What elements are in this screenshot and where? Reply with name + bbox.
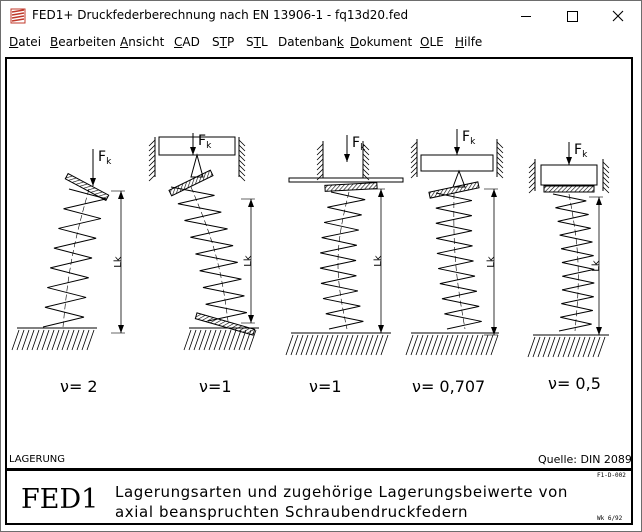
case5-top-block — [541, 165, 597, 185]
menu-ansicht[interactable]: Ansicht — [120, 35, 165, 49]
case3-ground-hatch — [286, 335, 388, 355]
case3-top-plate — [325, 183, 377, 192]
nu-value-case-4: ν= 0,707 — [412, 377, 486, 396]
case5-spring — [553, 194, 594, 331]
case1-force-arrow — [90, 178, 96, 186]
case3-dim-arrow-top — [378, 189, 384, 197]
case5-top-plate — [544, 186, 594, 192]
case4-top-block — [421, 155, 493, 171]
case1-dim-label: Lk — [113, 256, 124, 268]
caption-line-2: axial beanspruchten Schraubendruckfedern — [115, 503, 469, 521]
menu-bearbeiten[interactable]: Bearbeiten — [50, 35, 116, 49]
case4-force-label: $F_k$ — [462, 129, 476, 147]
case2-dim-arrow-bottom — [248, 315, 254, 323]
case1-spring — [43, 189, 106, 327]
menu-bar — [1, 32, 641, 52]
drawing-frame — [5, 57, 633, 525]
case3-force-subscript: k — [360, 143, 366, 153]
case5-ground-hatch — [528, 337, 605, 357]
menu-datei[interactable]: Datei — [9, 35, 42, 49]
case1-ground-hatch — [12, 330, 94, 350]
spring-support-diagram — [7, 59, 631, 468]
menu-datenbank[interactable]: Datenbank — [278, 35, 344, 49]
case1-dim-arrow-bottom — [118, 325, 124, 333]
sheet-date: Wk 6/92 — [597, 515, 623, 522]
case3-spring-axis — [338, 192, 349, 329]
section-label: LAGERUNG — [9, 454, 66, 465]
nu-value-case-5: ν= 0,5 — [548, 374, 601, 393]
case5-force-subscript: k — [582, 150, 588, 160]
case1-dim-arrow-top — [118, 191, 124, 199]
case2-ground-hatch — [184, 330, 256, 350]
menu-cad[interactable]: CAD — [174, 35, 200, 49]
case3-guide-plate — [289, 178, 403, 182]
case2-top-hinge — [191, 155, 203, 177]
menu-ole[interactable]: OLE — [420, 35, 444, 49]
case3-dim-label: Lk — [373, 255, 384, 267]
menu-hilfe[interactable]: Hilfe — [455, 35, 483, 49]
caption-line-1: Lagerungsarten und zugehörige Lagerungsbeiwerte von — [115, 483, 568, 501]
sheet-reference: F1-D-002 — [597, 472, 626, 479]
nu-value-case-1: ν= 2 — [60, 377, 98, 396]
case5-spring-axis — [569, 194, 578, 331]
case4-spring — [436, 193, 482, 329]
case3-dim-arrow-bottom — [378, 325, 384, 333]
drawing-area — [1, 53, 641, 531]
case5-force-label: $F_k$ — [574, 142, 588, 160]
case3-force-label: $F_k$ — [352, 135, 366, 153]
menu-stp[interactable]: STP — [212, 35, 235, 49]
case5-force-arrow — [566, 157, 572, 165]
nu-value-case-3: ν=1 — [309, 377, 342, 396]
case5-dim-arrow-bottom — [596, 327, 602, 335]
title-block-divider — [7, 468, 631, 471]
source-label: Quelle: DIN 2089 — [538, 453, 632, 466]
case5-dim-label: Lk — [591, 260, 602, 272]
case1-end-plate — [65, 174, 108, 201]
title-bar[interactable] — [1, 1, 641, 31]
case4-force-arrow — [454, 147, 460, 155]
menu-dokument[interactable]: Dokument — [350, 35, 413, 49]
case2-spring — [171, 187, 247, 321]
fed1-logo: FED1 — [21, 484, 99, 515]
case1-force-label: $F_k$ — [98, 149, 112, 167]
case2-top-plate — [169, 170, 213, 196]
case4-dim-label: Lk — [486, 256, 497, 268]
menu-stl[interactable]: STL — [246, 35, 268, 49]
case4-dim-arrow-bottom — [491, 327, 497, 335]
case2-dim-arrow-top — [248, 199, 254, 207]
case1-force-subscript: k — [106, 157, 112, 167]
nu-value-case-2: ν=1 — [199, 377, 232, 396]
case5-dim-arrow-top — [596, 197, 602, 205]
window-title: FED1+ Druckfederberechnung nach EN 13906-1 - fq13d20.fed — [32, 8, 409, 22]
case2-force-label: $F_k$ — [198, 133, 212, 151]
case2-dim-label: Lk — [243, 255, 254, 267]
app-icon[interactable] — [10, 8, 26, 24]
case2-force-subscript: k — [206, 141, 212, 151]
case4-ground-hatch — [406, 335, 498, 355]
case2-top-block — [159, 137, 235, 155]
case4-force-subscript: k — [470, 137, 476, 147]
maximize-icon[interactable] — [549, 1, 595, 31]
minimize-icon[interactable] — [503, 1, 549, 31]
case4-dim-arrow-top — [491, 189, 497, 197]
case3-force-arrow — [344, 154, 350, 162]
close-icon[interactable] — [595, 1, 641, 31]
